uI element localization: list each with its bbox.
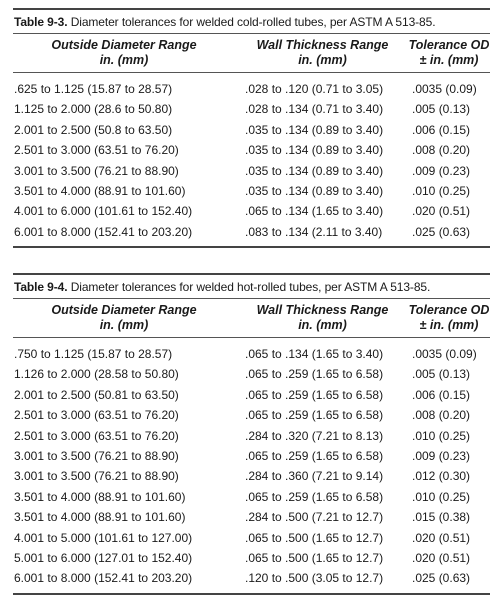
header-unit: in. (mm) <box>298 318 347 332</box>
cell-wall-thickness: .065 to .134 (1.65 to 3.40) <box>245 347 384 361</box>
table-header <box>13 299 490 338</box>
column-header-wall-thickness <box>235 303 410 333</box>
header-line: Tolerance OD <box>408 303 490 317</box>
cell-tolerance: .006 (0.15) <box>412 387 471 402</box>
table-row <box>13 222 490 242</box>
cell-wall-thickness: .083 to .134 (2.11 to 3.40) <box>245 224 383 239</box>
cell-outside-diameter: 2.501 to 3.000 (63.51 to 76.20) <box>14 428 179 443</box>
cell-tolerance: .012 (0.30) <box>412 469 471 484</box>
header-line: Outside Diameter Range <box>51 38 197 52</box>
cell-outside-diameter: 3.501 to 4.000 (88.91 to 101.60) <box>14 510 186 525</box>
cell-tolerance: .009 (0.23) <box>412 163 471 178</box>
table-row <box>13 181 490 201</box>
column-header-tolerance <box>405 38 493 68</box>
cell-outside-diameter: 1.126 to 2.000 (28.58 to 50.80) <box>14 367 179 382</box>
header-unit: in. (mm) <box>99 318 149 332</box>
cell-outside-diameter: 2.501 to 3.000 (63.51 to 76.20) <box>14 143 179 158</box>
cell-outside-diameter: 6.001 to 8.000 (152.41 to 203.20) <box>14 224 193 239</box>
cell-tolerance: .025 (0.63) <box>412 571 471 586</box>
table-body <box>13 338 490 595</box>
cell-wall-thickness: .284 to .500 (7.21 to 12.7) <box>245 510 384 525</box>
cell-wall-thickness: .035 to .134 (0.89 to 3.40) <box>245 143 384 158</box>
cell-wall-thickness: .065 to .259 (1.65 to 6.58) <box>245 387 384 402</box>
cell-tolerance: .008 (0.20) <box>412 408 471 423</box>
cell-outside-diameter: .750 to 1.125 (15.87 to 28.57) <box>14 347 173 361</box>
cell-outside-diameter: 3.001 to 3.500 (76.21 to 88.90) <box>14 163 179 178</box>
cell-outside-diameter: 3.001 to 3.500 (76.21 to 88.90) <box>14 469 179 484</box>
cell-wall-thickness: .284 to .320 (7.21 to 8.13) <box>245 428 384 443</box>
cell-tolerance: .005 (0.13) <box>412 367 471 382</box>
table-9-3 <box>13 8 490 248</box>
cell-outside-diameter: 3.501 to 4.000 (88.91 to 101.60) <box>14 489 186 504</box>
table-row <box>13 385 490 405</box>
table-caption-text: Diameter tolerances for welded hot-rolled tubes, per ASTM A 513-85. <box>67 280 431 294</box>
cell-tolerance: .010 (0.25) <box>412 183 471 198</box>
cell-wall-thickness: .028 to .120 (0.71 to 3.05) <box>245 82 384 96</box>
cell-outside-diameter: 6.001 to 8.000 (152.41 to 203.20) <box>14 571 193 586</box>
cell-wall-thickness: .035 to .134 (0.89 to 3.40) <box>245 163 384 178</box>
table-row <box>13 140 490 160</box>
cell-outside-diameter: 5.001 to 6.000 (127.01 to 152.40) <box>14 550 193 565</box>
header-unit: in. (mm) <box>298 53 347 67</box>
cell-wall-thickness: .065 to .259 (1.65 to 6.58) <box>245 367 384 382</box>
table-row <box>13 487 490 507</box>
table-9-4 <box>13 273 490 595</box>
header-line: Outside Diameter Range <box>51 303 197 317</box>
cell-wall-thickness: .065 to .500 (1.65 to 12.7) <box>245 530 384 545</box>
cell-tolerance: .009 (0.23) <box>412 448 471 463</box>
table-body <box>13 73 490 248</box>
cell-outside-diameter: 3.501 to 4.000 (88.91 to 101.60) <box>14 183 186 198</box>
table-row <box>13 405 490 425</box>
cell-tolerance: .010 (0.25) <box>412 489 471 504</box>
cell-tolerance: .010 (0.25) <box>412 428 471 443</box>
cell-outside-diameter: 1.125 to 2.000 (28.6 to 50.80) <box>14 102 173 117</box>
table-row <box>13 99 490 119</box>
table-row <box>13 466 490 486</box>
cell-outside-diameter: 2.501 to 3.000 (63.51 to 76.20) <box>14 408 179 423</box>
table-row <box>13 548 490 568</box>
cell-outside-diameter: 2.001 to 2.500 (50.8 to 63.50) <box>14 122 173 137</box>
cell-wall-thickness: .065 to .259 (1.65 to 6.58) <box>245 489 384 504</box>
cell-wall-thickness: .065 to .500 (1.65 to 12.7) <box>245 550 384 565</box>
cell-wall-thickness: .065 to .259 (1.65 to 6.58) <box>245 448 384 463</box>
cell-wall-thickness: .065 to .259 (1.65 to 6.58) <box>245 408 384 423</box>
cell-outside-diameter: 3.001 to 3.500 (76.21 to 88.90) <box>14 448 179 463</box>
cell-tolerance: .015 (0.38) <box>412 510 471 525</box>
table-caption <box>13 273 490 299</box>
table-caption <box>13 8 490 34</box>
column-header-tolerance <box>405 303 493 333</box>
header-line: Wall Thickness Range <box>256 38 389 52</box>
header-unit: in. (mm) <box>99 53 149 67</box>
header-line: Wall Thickness Range <box>256 303 389 317</box>
table-row <box>13 161 490 181</box>
table-row <box>13 426 490 446</box>
table-caption-label: Table 9-4. <box>14 280 68 294</box>
cell-tolerance: .020 (0.51) <box>412 204 471 219</box>
table-caption-text: Diameter tolerances for welded cold-rolled tubes, per ASTM A 513-85. <box>67 15 436 29</box>
column-header-outside-diameter <box>13 303 235 333</box>
cell-tolerance: .020 (0.51) <box>412 530 471 545</box>
cell-outside-diameter: .625 to 1.125 (15.87 to 28.57) <box>14 82 173 96</box>
cell-outside-diameter: 4.001 to 5.000 (101.61 to 127.00) <box>14 530 193 545</box>
cell-wall-thickness: .120 to .500 (3.05 to 12.7) <box>245 571 384 586</box>
table-row <box>13 364 490 384</box>
cell-tolerance: .0035 (0.09) <box>412 347 477 361</box>
table-header <box>13 34 490 73</box>
table-row <box>13 344 490 364</box>
header-line: Tolerance OD <box>408 38 490 52</box>
header-unit: ± in. (mm) <box>419 318 479 332</box>
cell-wall-thickness: .284 to .360 (7.21 to 9.14) <box>245 469 384 484</box>
cell-wall-thickness: .028 to .134 (0.71 to 3.40) <box>245 102 384 117</box>
table-row <box>13 446 490 466</box>
cell-tolerance: .0035 (0.09) <box>412 82 477 96</box>
cell-tolerance: .005 (0.13) <box>412 102 471 117</box>
cell-tolerance: .006 (0.15) <box>412 122 471 137</box>
cell-outside-diameter: 2.001 to 2.500 (50.81 to 63.50) <box>14 387 179 402</box>
table-row <box>13 79 490 99</box>
cell-tolerance: .020 (0.51) <box>412 550 471 565</box>
cell-outside-diameter: 4.001 to 6.000 (101.61 to 152.40) <box>14 204 193 219</box>
table-row <box>13 120 490 140</box>
header-unit: ± in. (mm) <box>419 53 479 67</box>
table-row <box>13 568 490 588</box>
table-row <box>13 201 490 221</box>
table-row <box>13 507 490 527</box>
cell-wall-thickness: .035 to .134 (0.89 to 3.40) <box>245 183 384 198</box>
column-header-wall-thickness <box>235 38 410 68</box>
table-row <box>13 528 490 548</box>
cell-tolerance: .008 (0.20) <box>412 143 471 158</box>
cell-tolerance: .025 (0.63) <box>412 224 471 239</box>
table-caption-label: Table 9-3. <box>14 15 68 29</box>
cell-wall-thickness: .065 to .134 (1.65 to 3.40) <box>245 204 384 219</box>
cell-wall-thickness: .035 to .134 (0.89 to 3.40) <box>245 122 384 137</box>
column-header-outside-diameter <box>13 38 235 68</box>
